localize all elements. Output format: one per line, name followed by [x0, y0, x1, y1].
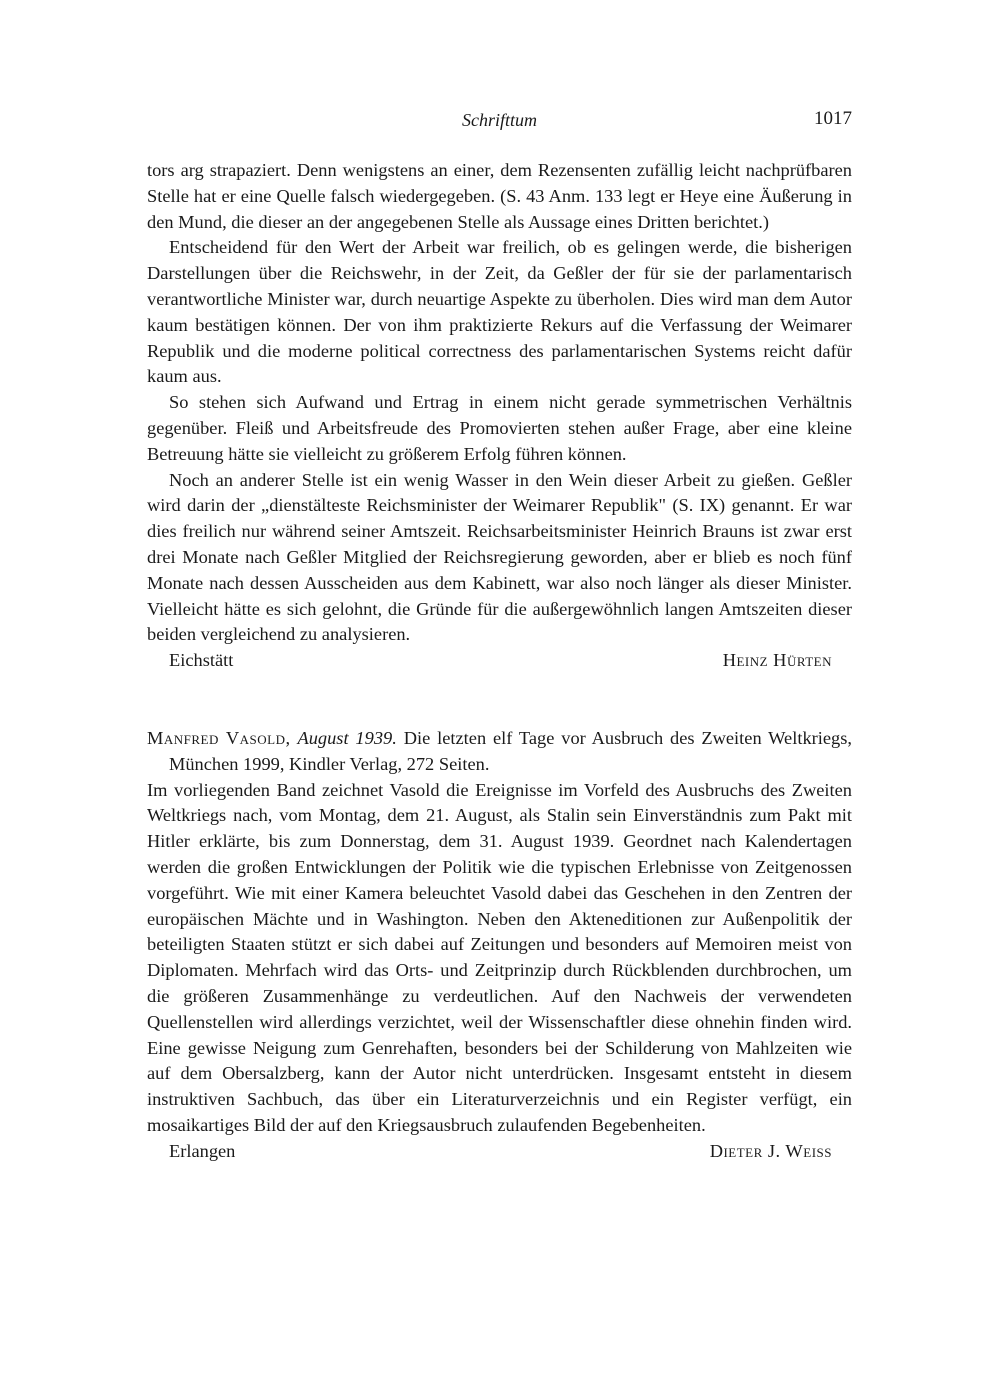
book-details: Die letzten elf Tage vor Ausbruch des Zweiten Weltkriegs, München 1999, Kindler Verlag, 272 Seiten.	[169, 727, 852, 774]
reviewer-name: Heinz Hürten	[722, 650, 832, 671]
review-paragraph: Noch an anderer Stelle ist ein wenig Wasser in den Wein dieser Arbeit zu gießen. Geßler wird darin der „dienstälteste Reichsminister der Weimarer Republik" (S. IX) genannt. Er war dies freilich nur während seiner Amtszeit. Reichsarbeitsminister Heinrich Brauns ist zwar erst drei Monate nach Geßler Mitglied der Reichsregierung geworden, aber er blieb es noch fünf Monate nach dessen Ausscheiden aus dem Kabinett, war also noch länger als dieser Minister. Vielleicht hätte es sich gelohnt, die Gründe für die außergewöhnlich langen Amtszeiten dieser beiden vergleichend zu analysieren.	[147, 469, 852, 645]
review-paragraph: tors arg strapaziert. Denn wenigstens an einer, dem Rezensenten zufällig leicht nachprüfbaren Stelle hat er eine Quelle falsch wiedergegeben. (S. 43 Anm. 133 legt er Heye eine Äußerung in den Mund, die dieser an der angegebenen Stelle als Aussage eines Dritten berichtet.)	[147, 160, 852, 232]
review-paragraph: Im vorliegenden Band zeichnet Vasold die Ereignisse im Vorfeld des Ausbruchs des Zweiten Weltkriegs nach, vom Montag, dem 21. August, als Stalin sein Einverständnis zum Pakt mit Hitler erklärte, bis zum Donnerstag, dem 31. August 1939. Geordnet nach Kalendertagen werden die großen Entwicklungen der Politik wie die typischen Erlebnisse von Zeitgenossen vorgeführt. Wie mit einer Kamera beleuchtet Vasold dabei das Geschehen in den Zentren der europäischen Mächte und in Washington. Neben den Akteneditionen zur Außenpolitik der beteiligten Staaten stützt er sich dabei auf Zeitungen und besonders auf Memoiren meist von Diplomaten. Mehrfach wird das Orts- und Zeitprinzip durch Rückblenden durchbrochen, um die größeren Zusammenhänge zu verdeutlichen. Auf den Nachweis der verwendeten Quellenstellen wird allerdings verzichtet, weil der Wissenschaftler diese ohnehin finden wird. Eine gewisse Neigung zum Genrehaften, besonders bei der Schilderung von Mahlzeiten wie auf dem Obersalzberg, kann der Autor nicht unterdrücken. Insgesamt entsteht in diesem instruktiven Sachbuch, das über ein Literaturverzeichnis und ein Register verfügt, ein mosaikartiges Bild der auf den Kriegsausbruch zulaufenden Begebenheiten.	[147, 779, 852, 1135]
review-place: Eichstätt	[169, 650, 234, 671]
review-hurten	[147, 158, 852, 674]
book-author: Manfred Vasold,	[147, 727, 291, 748]
book-citation	[147, 726, 852, 778]
review-signoff	[147, 648, 852, 674]
running-title: Schrifttum	[462, 110, 537, 130]
reviewer-name: Dieter J. Weiss	[709, 1140, 832, 1161]
review-paragraph: Entscheidend für den Wert der Arbeit war freilich, ob es gelingen werde, die bisherigen Darstellungen über die Reichswehr, in der Zeit, da Geßler der für sie der parlamentarisch verantwortliche Minister war, durch neuartige Aspekte zu überholen. Dies wird man dem Autor kaum bestätigen können. Der von ihm praktizierte Rekurs auf die Verfassung der Weimarer Republik und die moderne political correctness des parlamentarischen Systems reicht dafür kaum aus.	[147, 237, 852, 387]
review-paragraph: So stehen sich Aufwand und Ertrag in einem nicht gerade symmetrischen Verhältnis gegenüber. Fleiß und Arbeitsfreude des Promovierten stehen außer Frage, aber eine kleine Betreuung hätte sie vielleicht zu größerem Erfolg führen können.	[147, 392, 852, 464]
page-number: 1017	[814, 108, 852, 129]
review-place: Erlangen	[169, 1140, 236, 1161]
page-header	[147, 104, 852, 134]
review-weiss	[147, 726, 852, 1165]
page-body	[147, 158, 852, 1164]
review-signoff	[147, 1139, 852, 1165]
section-gap	[147, 674, 852, 726]
book-title: August 1939.	[297, 727, 397, 748]
